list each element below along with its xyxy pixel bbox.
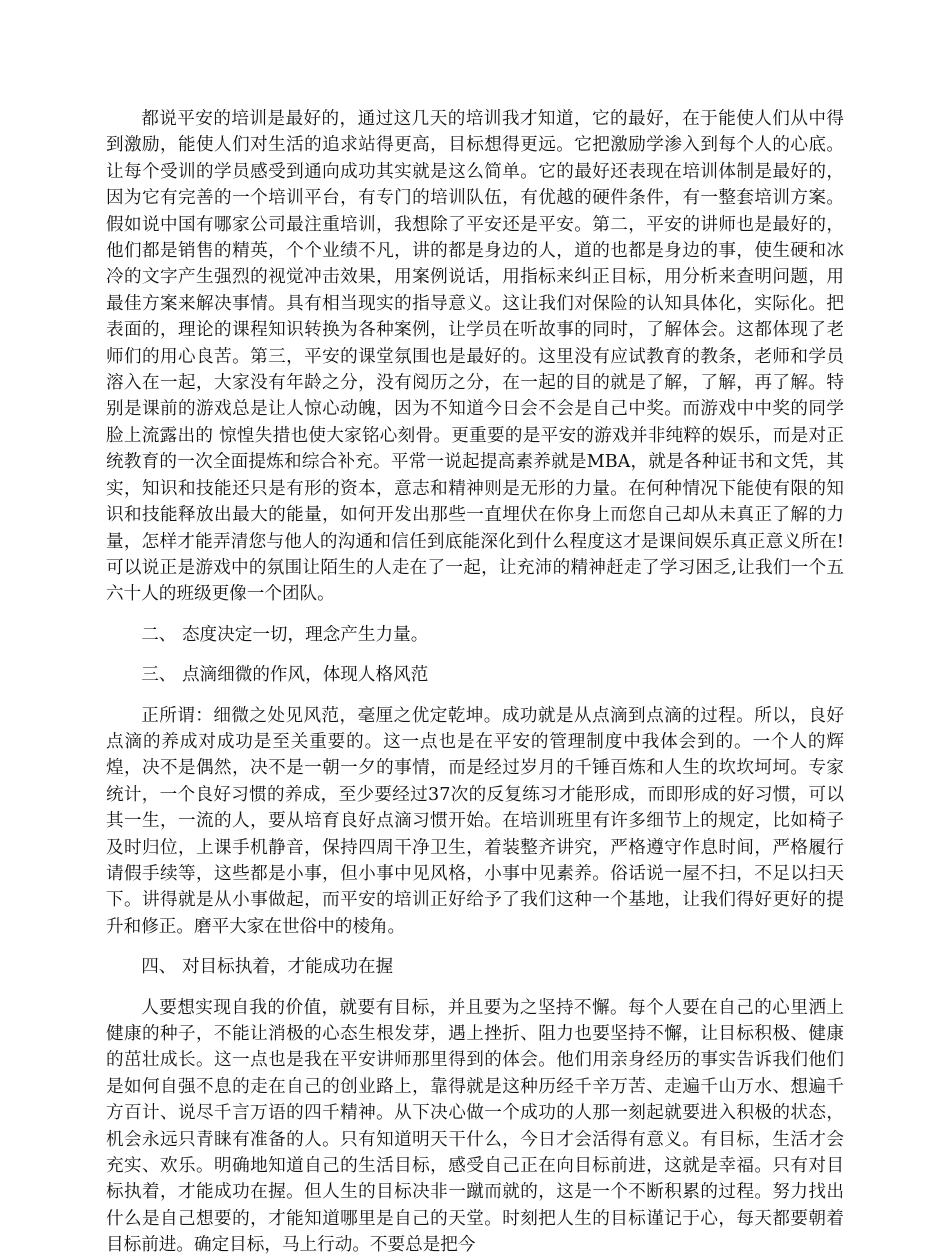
spacer bbox=[106, 981, 844, 995]
section-heading-3: 三、 点滴细微的作风，体现人格风范 bbox=[141, 665, 429, 686]
paragraph-training-best: 都说平安的培训是最好的，通过这几天的培训我才知道，它的最好，在于能使人们从中得到激励，能使人们对生活的追求站得更高，目标想得更远。它把激励学渗入到每个人的心底。让每个受训的学员感受到通向成功其实就是这么简单。它的最好还表现在培训体制是最好的，因为它有完善的一个培训平台，有专门的培训队伍，有优越的硬件条件，有一整套培训方案。假如说中国有哪家公司最注重培训，我想除了平安还是平安。第二，平安的讲师也是最好的，他们都是销售的精英，个个业绩不凡，讲的都是身边的人，道的也都是身边的事，使生硬和冰冷的文字产生强烈的视觉冲击效果，用案例说话，用指标来纠正目标，用分析来查明问题，用最佳方案来解决事情。具有相当现实的指导意义。这让我们对保险的认知具体化，实际化。把表面的，理论的课程知识转换为各种案例，让学员在听故事的同时，了解体会。这都体现了老师们的用心良苦。第三，平安的课堂氛围也是最好的。这里没有应试教育的教条，老师和学员溶入在一起，大家没有年龄之分，没有阅历之分，在一起的目的就是了解，了解，再了解。特别是课前的游戏总是让人惊心动魄，因为不知道今日会不会是自己中奖。而游戏中中奖的同学脸上流露出的 惊惶失措也使大家铭心刻骨。更重要的是平安的游戏并非纯粹的娱乐，而是对正统教育的一次全面提炼和综合补充。平常一说起提高素养就是MBA，就是各种证书和文凭，其实，知识和技能还只是有形的资本，意志和精神则是无形的力量。在何种情况下能使有限的知识和技能释放出最大的能量，如何开发出那些一直埋伏在你身上而您自己却从未真正了解的力量，怎样才能弄清您与他人的沟通和信任到底能深化到什么程度这才是课间娱乐真正意义所在!可以说正是游戏中的氛围让陌生的人走在了一起，让充沛的精神赶走了学习困乏,让我们一个五六十人的班级更像一个团队。 bbox=[106, 109, 844, 605]
paragraph-details: 正所谓：细微之处见风范，毫厘之优定乾坤。成功就是从点滴到点滴的过程。所以，良好点滴的养成对成功是至关重要的。这一点也是在平安的管理制度中我体会到的。一个人的辉煌，决不是偶然，决不是一朝一夕的事情，而是经过岁月的千锤百炼和人生的坎坎坷坷。专家统计，一个良好习惯的养成，至少要经过37次的反复练习才能形成，而即形成的好习惯，可以其一生，一流的人，要从培育良好点滴习惯开始。在培训班里有许多细节上的规定，比如椅子及时归位，上课手机静音，保持四周干净卫生，着装整齐讲究，严格遵守作息时间，严格履行请假手续等，这些都是小事，但小事中见风格，小事中见素养。俗话说一屋不扫，不足以扫天下。讲得就是从小事做起，而平安的培训正好给予了我们这种一个基地，让我们得好更好的提升和修正。磨平大家在世俗中的棱角。 bbox=[106, 705, 844, 937]
spacer bbox=[106, 648, 844, 662]
spacer bbox=[106, 689, 844, 703]
section-heading-4: 四、 对目标执着，才能成功在握 bbox=[141, 957, 394, 978]
spacer bbox=[106, 940, 844, 954]
section-heading-2: 二、 态度决定一切，理念产生力量。 bbox=[141, 624, 429, 645]
spacer bbox=[106, 608, 844, 622]
paragraph-goals: 人要想实现自我的价值，就要有目标，并且要为之坚持不懈。每个人要在自己的心里洒上健康的种子，不能让消极的心态生根发芽，遇上挫折、阻力也要坚持不懈，让目标积极、健康的茁壮成长。这一点也是我在平安讲师那里得到的体会。他们用亲身经历的事实告诉我们他们是如何自强不息的走在自己的创业路上，靠得就是这种历经千辛万苦、走遍千山万水、想遍千方百计、说尽千言万语的四千精神。从下决心做一个成功的人那一刻起就要进入积极的状态，机会永远只青睐有准备的人。只有知道明天干什么，今日才会活得有意义。有目标，生活才会充实、欢乐。明确地知道自己的生活目标，感受自己正在向目标前进，这就是幸福。只有对目标执着，才能成功在握。但人生的目标决非一蹴而就的，这是一个不断积累的过程。努力找出什么是自己想要的，才能知道哪里是自己的天堂。时刻把人生的目标谨记于心，每天都要朝着目标前进。确定目标，马上行动。不要总是把今 bbox=[106, 997, 844, 1256]
